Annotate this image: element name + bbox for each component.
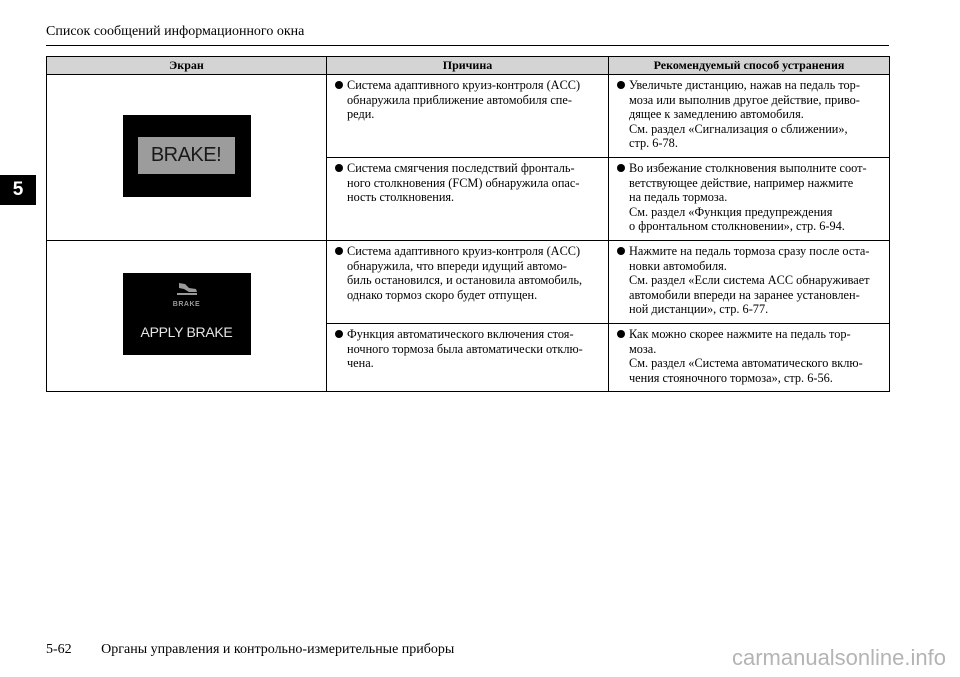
section-title: Органы управления и контрольно-измерительные приборы — [101, 642, 455, 657]
brake-warning-text: BRAKE! — [138, 137, 235, 174]
table-header-row — [47, 57, 890, 75]
column-header-screen: Экран — [47, 57, 327, 75]
page-number: 5-62 — [46, 642, 72, 657]
bullet-icon — [617, 330, 625, 338]
cause-cell — [327, 157, 609, 240]
table-row — [47, 240, 890, 323]
bullet-icon — [335, 247, 343, 255]
column-header-remedy: Рекомендуемый способ устранения — [609, 57, 890, 75]
list-item: Во избежание столкновения выполните соот- ветствующее действие, например нажмите на педаль тормоза. См. раздел «Функция предупреждения о фронтальном столкновении», стр. 6-94. — [615, 161, 883, 234]
header-rule — [46, 45, 889, 46]
message-table — [46, 56, 890, 392]
bullet-icon — [335, 330, 343, 338]
remedy-cell — [609, 323, 890, 391]
page-footer — [46, 641, 454, 659]
list-item: Нажмите на педаль тормоза сразу после оста- новки автомобиля. См. раздел «Если система ACC обнаруживает автомобили впереди на заранее установлен- ной дистанции», стр. 6-77. — [615, 244, 883, 317]
cause-cell — [327, 323, 609, 391]
apply-brake-screen — [123, 273, 251, 355]
apply-brake-text: APPLY BRAKE — [140, 324, 233, 341]
bullet-icon — [335, 81, 343, 89]
watermark: carmanualsonline.info — [731, 645, 946, 670]
list-item: Увеличьте дистанцию, нажав на педаль тор- моза или выполнив другое действие, приво- дящее к замедлению автомобиля. См. раздел «Сигнализация о сближении», стр. 6-78. — [615, 78, 883, 151]
bullet-icon — [617, 81, 625, 89]
brake-pedal-icon — [175, 281, 199, 297]
bullet-icon — [335, 164, 343, 172]
list-item: Система адаптивного круиз-контроля (ACC) обнаружила, что впереди идущий автомо- биль остановился, и остановила автомобиль, однако тормоз скоро будет отпущен. — [333, 244, 602, 302]
screen-cell-apply-brake — [47, 240, 327, 391]
brake-warning-screen — [123, 115, 251, 197]
remedy-cell — [609, 240, 890, 323]
list-item: Система адаптивного круиз-контроля (ACC) обнаружила приближение автомобиля спе- реди. — [333, 78, 602, 122]
cause-cell — [327, 75, 609, 158]
list-item: Система смягчения последствий фронталь- ного столкновения (FCM) обнаружила опас- ность столкновения. — [333, 161, 602, 205]
cause-cell — [327, 240, 609, 323]
screen-cell-brake — [47, 75, 327, 241]
bullet-icon — [617, 247, 625, 255]
page-header-title: Список сообщений информационного окна — [46, 24, 305, 39]
remedy-cell — [609, 75, 890, 158]
remedy-cell — [609, 157, 890, 240]
brake-icon-label: BRAKE — [172, 301, 201, 309]
list-item: Функция автоматического включения стоя- ночного тормоза была автоматически отклю- чена. — [333, 327, 602, 371]
column-header-cause: Причина — [327, 57, 609, 75]
bullet-icon — [617, 164, 625, 172]
list-item: Как можно скорее нажмите на педаль тор- моза. См. раздел «Система автоматического вклю- чения стояночного тормоза», стр. 6-56. — [615, 327, 883, 385]
chapter-tab: 5 — [0, 175, 36, 205]
table-row — [47, 75, 890, 158]
